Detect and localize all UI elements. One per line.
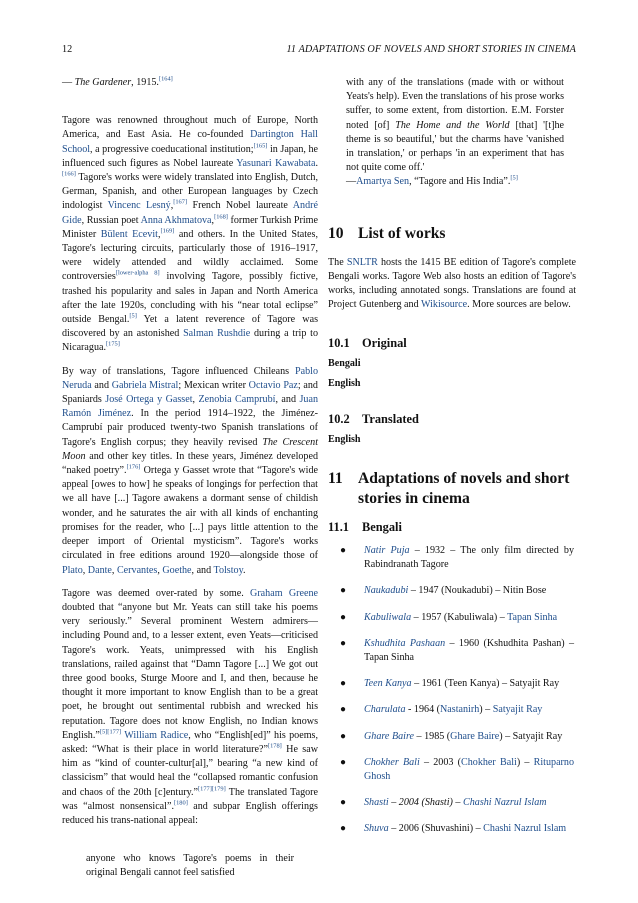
link-ortega[interactable]: José Ortega y Gasset <box>105 394 193 406</box>
paragraph-translations: By way of translations, Tagore influenced Chileans Pablo Neruda and Gabriela Mistral; Mexican writer Octavio Paz; and Spaniards José Ortega y Gasset, Zenobia Camprubí, and Juan Ramón Jiménez. In the period 1914–1922, the Jiménez-Camprubí pair produced twenty-two Spanish translations of Tagore's English corpus; they heavily revised The Crescent Moon and other key titles. In these years, Jiménez developed “naked poetry”.[176] Ortega y Gasset wrote that “Tagore's wide appeal [owes to how] he speaks of longings for perfection that we all have [...] Tagore awakens a dormant sense of childish wonder, and he saturates the air with all kinds of enchanting promises for the reader, who [...] pays little attention to the deeper import of Oriental mysticism”. Tagore's works circulated in free editions around 1920—alongside those of Plato, Dante, Cervantes, Goethe, and Tolstoy. <box>62 365 318 576</box>
film-list <box>328 544 576 837</box>
quote-attribution: — The Gardener, 1915.[164] <box>62 75 173 88</box>
link-snltr[interactable]: SNLTR <box>346 256 378 268</box>
link-paz[interactable]: Octavio Paz <box>248 379 298 391</box>
link-mistral[interactable]: Gabriela Mistral <box>111 379 179 391</box>
link-cervantes[interactable]: Cervantes <box>116 564 158 576</box>
list-item: ● Kshudhita Pashaan – 1960 (Kshudhita Pashan) – Tapan Sinha <box>340 637 574 664</box>
link-wikisource[interactable]: Wikisource <box>420 299 468 311</box>
right-column <box>328 76 576 849</box>
list-item: ● Naukadubi – 1947 (Noukadubi) – Nitin Bose <box>340 585 547 597</box>
list-item: ● Ghare Baire – 1985 (Ghare Baire) – Satyajit Ray <box>340 730 563 742</box>
label-bengali: Bengali <box>328 358 361 370</box>
list-item: ● Kabuliwala – 1957 (Kabuliwala) – Tapan Sinha <box>340 611 558 623</box>
link-kawabata[interactable]: Yasunari Kawabata <box>236 157 316 169</box>
label-english-translated: English <box>328 433 361 445</box>
page-number: 12 <box>62 44 73 55</box>
left-column <box>62 76 318 881</box>
link-rushdie[interactable]: Salman Rushdie <box>183 328 251 340</box>
link-dante[interactable]: Dante <box>87 564 112 576</box>
list-item: ● Natir Puja – 1932 – The only film directed by Rabindranath Tagore <box>340 545 575 571</box>
link-greene[interactable]: Graham Greene <box>250 587 318 599</box>
link-jimenez[interactable]: Juan Ramón Jiménez <box>62 394 318 420</box>
list-item: ● Shuva – 2006 (Shuvashini) – Chashi Nazrul Islam <box>340 823 567 835</box>
blockquote-continued: with any of the translations (made with or without Yeats's help). Even the translations of his prose works suffer, to some extent, from distortion. E.M. Forster noted [of] The Home and the World [that] '[t]he theme is so beautiful,' but the charms have 'vanished in translation,' or perhaps 'in an experiment that has not quite come off.' —Amartya Sen, “Tagore and His India”.[5] <box>346 77 565 188</box>
label-english: English <box>328 377 361 389</box>
link-dartington[interactable]: Dartington Hall School <box>62 129 318 155</box>
blockquote-start: anyone who knows Tagore's poems in their original Bengali cannot feel satisfied <box>86 853 294 879</box>
link-lesny[interactable]: Vincenc Lesný <box>107 200 171 212</box>
list-item: ● Teen Kanya – 1961 (Teen Kanya) – Satyajit Ray <box>340 678 560 690</box>
link-akhmatova[interactable]: Anna Akhmatova <box>140 214 212 226</box>
paragraph-overrated: Tagore was deemed over-rated by some. Graham Greene doubted that “anyone but Mr. Yeats can still take his poems very seriously.” Several prominent Western admirers—including Pound and, to a lesser extent, even Yeats—criticised Tagore's work. Yeats, unimpressed with his English translations, railed against that “Damn Tagore [...] We got out three good books, Sturge Moore and I, and then, because he thought it more important to know English than to be a great poet, he brought out sentimental rubbish and wrecked his reputation. Tagore does not know English, no Indian knows English.”[5][177] William Radice, who “English[ed]” his poems, asked: “What is their place in world literature?”[178] He saw him as “kind of counter-cultur[al],” bearing “a new kind of classicism” that would heal the “collapsed romantic confusion and chaos of the 20th [c]entury.”[177][179] The translated Tagore was “almost nonsensical”.[180] and subpar English offerings reduced his trans-national appeal: <box>62 587 319 826</box>
paragraph-list-of-works: The SNLTR hosts the 1415 BE edition of Tagore's complete Bengali works. Tagore Web also hosts an edition of Tagore's works, including annotated songs. Translations are found at Project Gutenberg and Wikisource. More sources are below. <box>328 256 576 311</box>
link-radice[interactable]: William Radice <box>124 729 189 741</box>
page-header <box>62 44 576 58</box>
subsection-heading-bengali: 11.1 Bengali <box>328 520 402 535</box>
link-tolstoy[interactable]: Tolstoy <box>213 564 243 576</box>
paragraph-influence: Tagore was renowned throughout much of Europe, North America, and East Asia. He co-founded Dartington Hall School, a progressive coeducational institution;[165] in Japan, he influenced such figures as Nobel laureate Yasunari Kawabata.[166] Tagore's works were widely translated into English, Dutch, German, Spanish, and other European languages by Czech indologist Vincenc Lesný,[167] French Nobel laureate André Gide, Russian poet Anna Akhmatova,[168] former Turkish Prime Minister Bülent Ecevit,[169] and others. In the United States, Tagore's lecturing circuits, particularly those of 1916–1917, were widely attended and wildly acclaimed. Some controversies[lower-alpha 8] involving Tagore, possibly fictive, trashed his popularity and sales in Japan and North America after the late 1920s, concluding with his “near total eclipse” outside Bengal.[5] Yet a latent reverence of Tagore was discovered by an astonished Salman Rushdie during a trip to Nicaragua.[175] <box>62 115 318 354</box>
link-zenobia[interactable]: Zenobia Camprubí <box>198 394 276 406</box>
link-goethe[interactable]: Goethe <box>162 564 192 576</box>
list-item: ● Charulata - 1964 (Nastanirh) – Satyajit Ray <box>340 704 543 716</box>
section-heading-adaptations: 11 Adaptations of novels and short stories in cinema <box>328 470 570 508</box>
link-amartya-sen[interactable]: Amartya Sen <box>356 176 410 188</box>
link-neruda[interactable]: Pablo Neruda <box>62 365 318 391</box>
running-title: 11 ADAPTATIONS OF NOVELS AND SHORT STORIES IN CINEMA <box>286 44 576 55</box>
subsection-heading-original: 10.1 Original <box>328 336 407 351</box>
list-item: ● Chokher Bali – 2003 (Chokher Bali) – Rituparno Ghosh <box>340 756 575 783</box>
link-plato[interactable]: Plato <box>62 564 83 576</box>
list-item: ● Shasti – 2004 (Shasti) – Chashi Nazrul Islam <box>340 797 547 809</box>
link-gide[interactable]: André Gide <box>62 200 318 226</box>
link-ecevit[interactable]: Bülent Ecevit <box>100 228 158 240</box>
subsection-heading-translated: 10.2 Translated <box>328 411 419 426</box>
section-heading-list-of-works: 10 List of works <box>328 224 446 242</box>
